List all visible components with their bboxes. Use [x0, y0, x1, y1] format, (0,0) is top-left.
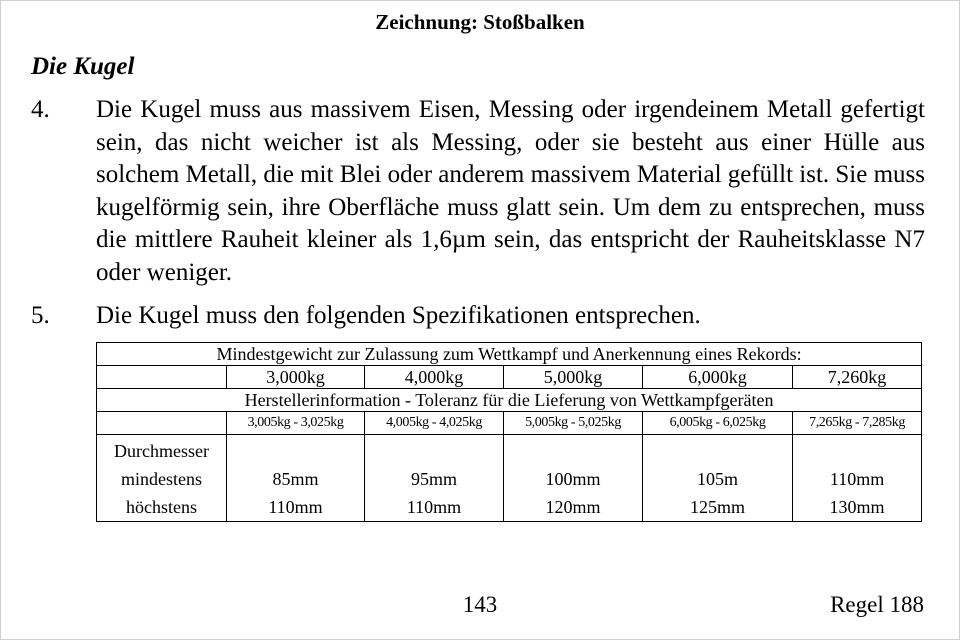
weight-cell: 6,000kg — [643, 366, 793, 389]
tolerance-cell: 4,005kg - 4,025kg — [365, 412, 504, 435]
weight-cell: 3,000kg — [227, 366, 365, 389]
min-weight-header: Mindestgewicht zur Zulassung zum Wettkampf und Anerkennung eines Rekords: — [97, 343, 922, 366]
max-value: 120mm — [545, 497, 601, 517]
max-label: höchstens — [126, 497, 197, 517]
item-number: 4. — [31, 96, 50, 123]
item-text: Die Kugel muss aus massivem Eisen, Messing oder irgendeinem Metall gefertigt sein, das nicht weicher ist als Messing, oder sie besteht aus einer Hülle aus solchem Metall, die mit Blei oder anderem massivem Material gefüllt ist. Sie muss kugelförmig sein, ihre Oberfläche muss glatt sein. Um dem zu entsprechen, muss die mittlere Rauheit kleiner als 1,6µm sein, das entspricht der Rauheitsklasse N7 oder weniger. — [96, 96, 925, 286]
diameter-cell — [227, 435, 365, 522]
weight-cell: 5,000kg — [504, 366, 643, 389]
diameter-cell — [793, 435, 922, 522]
rule-reference: Regel 188 — [830, 592, 924, 617]
diameter-cell — [643, 435, 793, 522]
max-value: 125mm — [689, 497, 745, 517]
tolerance-cell: 7,265kg - 7,285kg — [793, 412, 922, 435]
min-value: 105m — [696, 469, 738, 489]
min-value: 85mm — [272, 469, 319, 489]
list-item — [31, 300, 925, 333]
empty-cell — [97, 412, 227, 435]
list-item — [31, 94, 925, 289]
specification-table — [96, 342, 922, 522]
min-value: 95mm — [410, 469, 457, 489]
page-header: Zeichnung: Stoßbalken — [375, 10, 585, 34]
max-value: 110mm — [268, 497, 323, 517]
weight-cell: 4,000kg — [365, 366, 504, 389]
tolerance-cell: 5,005kg - 5,025kg — [504, 412, 643, 435]
diameter-label-cell — [97, 435, 227, 522]
diameter-label: Durchmesser — [114, 441, 209, 461]
manufacturer-header: Herstellerinformation - Toleranz für die Lieferung von Wettkampfgeräten — [97, 389, 922, 412]
min-value: 100mm — [545, 469, 601, 489]
max-value: 130mm — [829, 497, 885, 517]
diameter-cell — [365, 435, 504, 522]
item-text: Die Kugel muss den folgenden Spezifikationen entsprechen. — [96, 302, 701, 329]
page-number: 143 — [462, 592, 498, 617]
max-value: 110mm — [406, 497, 462, 517]
tolerance-cell: 6,005kg - 6,025kg — [643, 412, 793, 435]
weight-cell: 7,260kg — [793, 366, 922, 389]
section-title: Die Kugel — [31, 53, 135, 80]
diameter-cell — [504, 435, 643, 522]
min-label: mindestens — [121, 469, 202, 489]
tolerance-cell: 3,005kg - 3,025kg — [227, 412, 365, 435]
item-number: 5. — [31, 302, 50, 329]
min-value: 110mm — [829, 469, 885, 489]
empty-cell — [97, 366, 227, 389]
